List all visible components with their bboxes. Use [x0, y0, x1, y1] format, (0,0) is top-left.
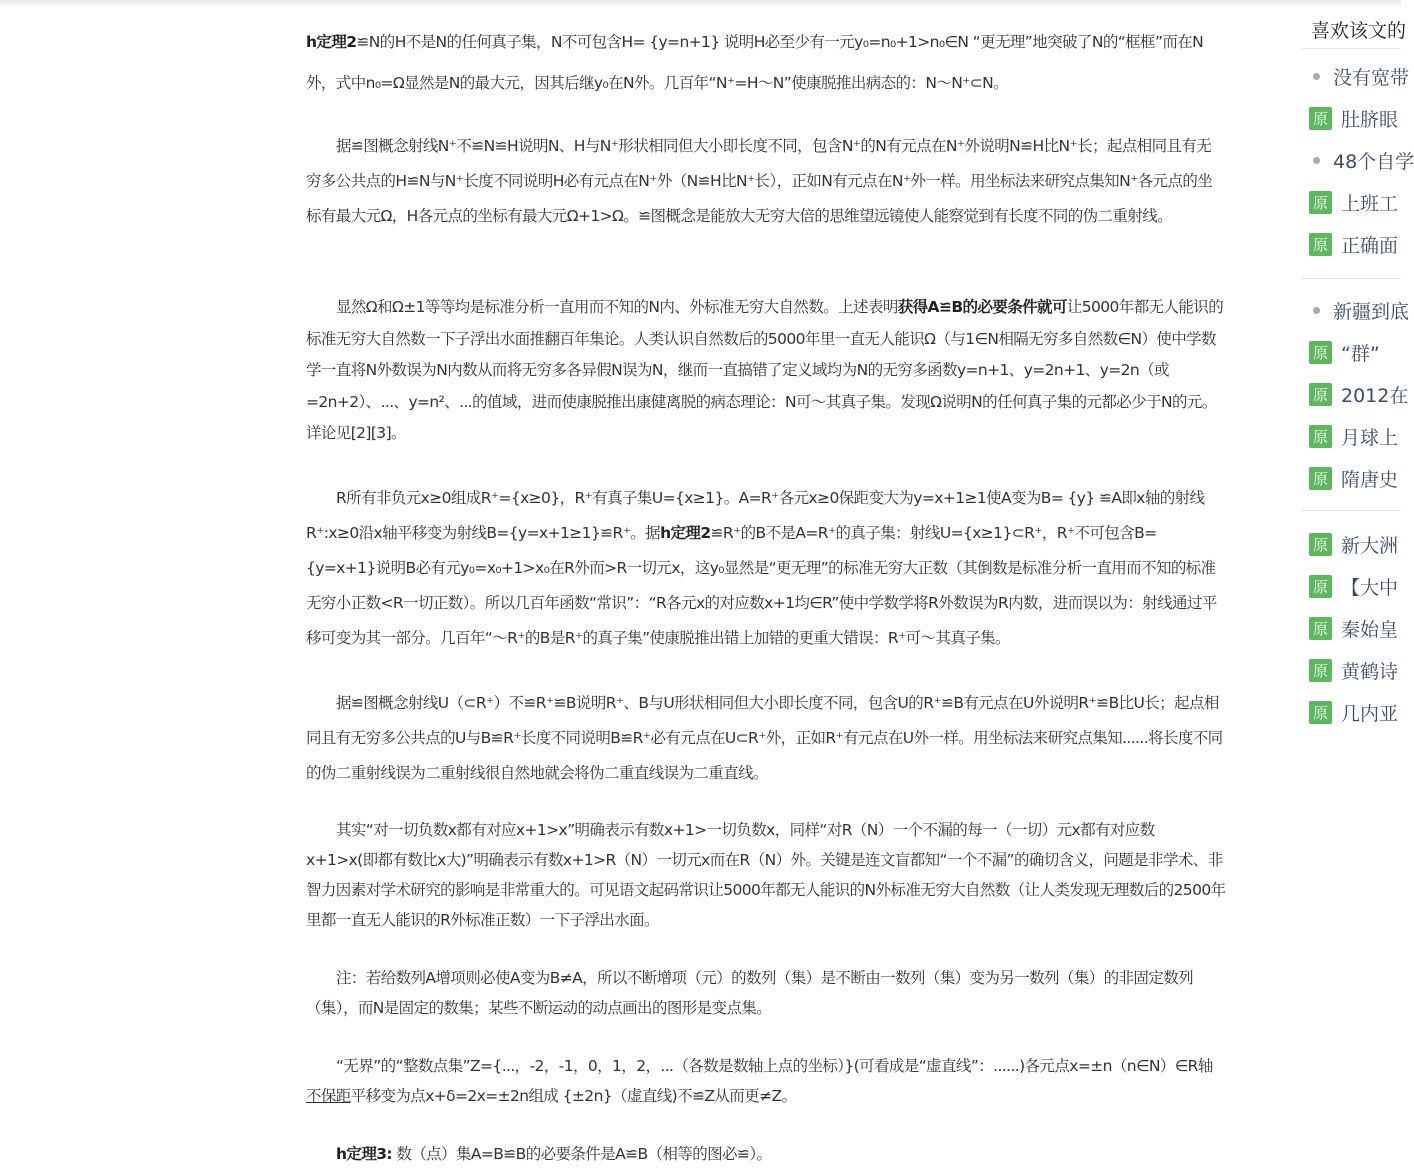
theorem-label: h定理2 — [306, 33, 357, 51]
original-badge-icon: 原 — [1309, 659, 1332, 682]
theorem-label: h定理3: — [336, 1145, 393, 1163]
original-badge-icon: 原 — [1309, 233, 1332, 256]
article-link-label[interactable]: 新疆到底 — [1333, 300, 1410, 323]
paragraph — [306, 1051, 1226, 1111]
article-link-label[interactable]: 几内亚 — [1341, 702, 1399, 725]
original-badge-icon: 原 — [1309, 575, 1332, 598]
article-link-label[interactable]: 月球上 — [1341, 426, 1399, 449]
sidebar-article-link[interactable] — [1309, 700, 1398, 724]
original-badge-icon: 原 — [1309, 191, 1332, 214]
article-link-label[interactable]: 2012在 — [1341, 384, 1409, 407]
divider — [1302, 278, 1401, 279]
bullet-icon — [1313, 73, 1320, 80]
article-link-label[interactable]: 肚脐眼 — [1341, 108, 1399, 131]
article-link-label[interactable]: 【大中 — [1341, 576, 1399, 599]
sidebar-article-link[interactable] — [1309, 424, 1398, 448]
paragraph-text: 让5000年都无人能识的标准无穷大自然数一下子浮出水面推翻百年集论。人类认识自然数后的5000年里一直无人能识Ω（与1∈N相隔无穷多自然数∈N）使中学数学一直将N外数误为N内数从而将无穷多各异假N误为N，继而一直搞错了定义域均为N的无穷多函数y=n+1、y=2n+1、y=2n（或=2n+2）、...、y=n²、...的值域，进而使康脱推出康健离脱的病态理论：N可～其真子集。发现Ω说明N的任何真子集的元都必少于N的元。详论见[2][3]。 — [306, 298, 1224, 442]
underlined-text: 不保距 — [306, 1087, 351, 1105]
article-link-label[interactable]: 秦始皇 — [1341, 618, 1399, 641]
sidebar-article-link[interactable] — [1309, 190, 1398, 214]
original-badge-icon: 原 — [1309, 383, 1332, 406]
article-link-label[interactable]: 正确面 — [1341, 234, 1399, 257]
original-badge-icon: 原 — [1309, 107, 1332, 130]
header-shadow — [0, 0, 1401, 8]
paragraph-text: 显然Ω和Ω±1等等均是标准分析一直用而不知的N内、外标准无穷大自然数。上述表明 — [336, 298, 898, 316]
paragraph: 注：若给数列A增项则必使A变为B≠A，所以不断增项（元）的数列（集）是不断由一数列（集）变为另一数列（集）的非固定数列（集），而N是固定的数集；某些不断运动的动点画出的图形是变点集。 — [306, 969, 1194, 1017]
sidebar-article-link[interactable] — [1309, 466, 1398, 490]
theorem-label: h定理2 — [660, 524, 711, 542]
paragraph-text: “无界”的“整数点集”Z={...，-2，-1，0，1，2，...（各数是数轴上点的坐标）}(可看成是“虚直线”：......)各元点x=±n（n∈N）∈R轴 — [336, 1057, 1213, 1075]
paragraph-text: 平移变为点x+δ=2x=±2n组成 {±2n}（虚直线)不≌Z从而更≠Z。 — [350, 1087, 797, 1105]
paragraph: 据≌图概念射线N⁺不≌N≌H说明N、H与N⁺形状相同但大小即长度不同，包含N⁺的N有元点在N⁺外说明N≌H比N⁺长；起点相同且有无穷多公共点的H≌N与N⁺长度不同说明H必有元点在N⁺外（N≌H比N⁺长），正如N有元点在N⁺外一样。用坐标法来研究点集知N⁺各元点的坐标有最大元Ω，H各元点的坐标有最大元Ω+1>Ω。≌图概念是能放大无穷大倍的思维望远镜使人能察觉到有长度不同的伪二重射线。 — [306, 137, 1213, 225]
paragraph — [306, 1139, 1226, 1169]
sidebar-article-link[interactable] — [1309, 574, 1398, 598]
sidebar-article-link[interactable] — [1309, 232, 1398, 256]
emphasis-text: 获得A≌B的必要条件就可 — [897, 298, 1067, 316]
sidebar-article-link[interactable] — [1309, 658, 1398, 682]
original-badge-icon: 原 — [1309, 425, 1332, 448]
original-badge-icon: 原 — [1309, 533, 1332, 556]
original-badge-icon: 原 — [1309, 341, 1332, 364]
paragraph: 据≌图概念射线U（⊂R⁺）不≌R⁺≌B说明R⁺、B与U形状相同但大小即长度不同，包含U的R⁺≌B有元点在U外说明R⁺≌B比U长；起点相同且有无穷多公共点的U与B≌R⁺长度不同说明B≌R⁺必有元点在U⊂R⁺外，正如R⁺有元点在U外一样。用坐标法来研究点集知......将长度不同的伪二重射线误为二重射线很自然地就会将伪二重直线误为二重直线。 — [306, 694, 1223, 782]
original-badge-icon: 原 — [1309, 701, 1332, 724]
original-badge-icon: 原 — [1309, 617, 1332, 640]
paragraph: 其实“对一切负数x都有对应x+1>x”明确表示有数x+1>一切负数x，同样“对R（N）一个不漏的每一（一切）元x都有对应数x+1>x(即都有数比x大)”明确表示有数x+1>R（N）一切元x而在R（N）外。关键是连文盲都知“一个不漏”的确切含义，问题是非学术、非智力因素对学术研究的影响是非常重大的。可见语文起码常识让5000年都无人能识的N外标准无穷大自然数（让人类发现无理数后的2500年里都一直无人能识的R外标准正数）一下子浮出水面。 — [306, 821, 1226, 929]
article-link-label[interactable]: 上班工 — [1341, 192, 1399, 215]
sidebar-title: 喜欢该文的 — [1311, 20, 1407, 42]
paragraph-text: ≌R⁺的B不是A=R⁺的真子集：射线U={x≥1}⊂R⁺，R⁺不可包含B={y=x+1}说明B必有元y₀=x₀+1>x₀在R外而>R一切元x，这y₀显然是“更无理”的标准无穷大正数（其倒数是标准分析一直用而不知的标准无穷小正数<R一切正数）。所以几百年函数“常识”：“R各元x的对应数x+1均∈R”使中学数学将R外数误为R内数，进而误以为：射线通过平移可变为其一部分。几百年“～R⁺的B是R⁺的真子集”使康脱推出错上加错的更重大错误：R⁺可～其真子集。 — [306, 524, 1217, 647]
paragraph — [306, 481, 1226, 656]
related-articles-sidebar — [1302, 0, 1414, 1175]
article-link-label[interactable]: 黄鹤诗 — [1341, 660, 1399, 683]
article-link-label[interactable]: 隋唐史 — [1341, 468, 1399, 491]
paragraph-text: R所有非负元x≥0组成R⁺={x≥0}，R⁺有真子集U={x≥1}。A=R⁺各元x≥0保距变大为y=x+1≥1使A变为B= {y} ≌A即x轴的射线R⁺:x≥0沿x轴平移变为射线B={y=x+1≥1}≌R⁺。据 — [306, 489, 1205, 542]
sidebar-article-link[interactable] — [1309, 298, 1409, 322]
sidebar-article-link[interactable] — [1309, 106, 1398, 130]
sidebar-article-link[interactable] — [1309, 64, 1409, 88]
article-link-label[interactable]: 没有宽带 — [1333, 66, 1410, 89]
sidebar-article-link[interactable] — [1309, 148, 1414, 172]
bullet-icon — [1313, 157, 1320, 164]
original-badge-icon: 原 — [1309, 467, 1332, 490]
article-link-label[interactable]: “群” — [1341, 342, 1380, 365]
sidebar-article-link[interactable] — [1309, 340, 1380, 364]
sidebar-article-link[interactable] — [1309, 382, 1408, 406]
divider — [1302, 48, 1401, 49]
sidebar-article-link[interactable] — [1309, 532, 1398, 556]
bullet-icon — [1313, 307, 1320, 314]
paragraph-text: ≌N的H不是N的任何真子集，N不可包含H= {y=n+1} 说明H必至少有一元y₀=n₀+1>n₀∈N “更无理”地突破了N的“框框”而在N外，式中n₀=Ω显然是N的最大元，因其后继y₀在N外。几百年“N⁺=H～N”使康脱推出病态的：N～N⁺⊂N。 — [306, 33, 1204, 92]
article-link-label[interactable]: 新大洲 — [1341, 534, 1399, 557]
sidebar-article-link[interactable] — [1309, 616, 1398, 640]
paragraph-text: 数（点）集A=B≌B的必要条件是A≌B（相等的图必≌）。 — [392, 1145, 772, 1163]
divider — [1302, 510, 1401, 511]
paragraph — [306, 22, 1226, 104]
article-link-label[interactable]: 48个自学 — [1333, 150, 1414, 173]
paragraph — [306, 292, 1226, 450]
